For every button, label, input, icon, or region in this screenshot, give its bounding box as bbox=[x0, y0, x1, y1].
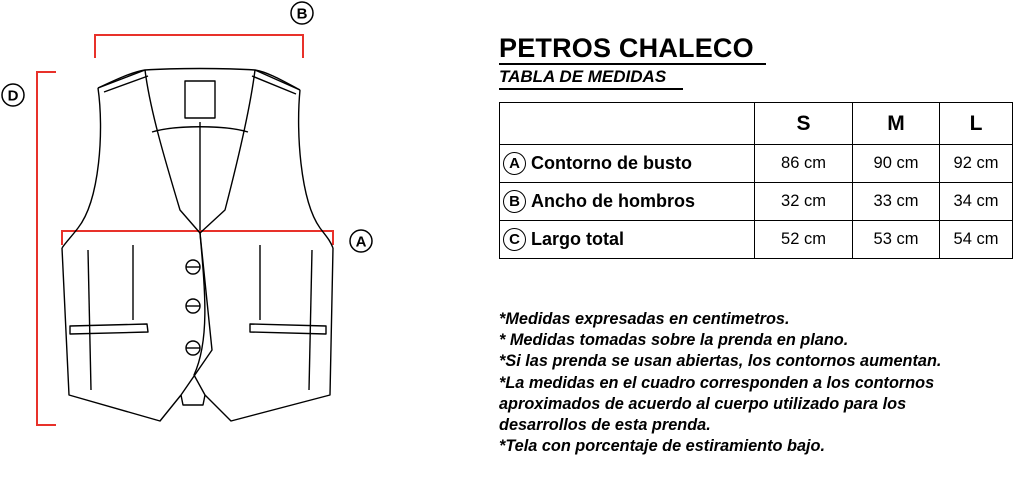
marker-circle: B bbox=[503, 190, 526, 213]
marker-a-label: A bbox=[355, 233, 367, 251]
header-empty bbox=[500, 103, 755, 145]
note-line: desarrollos de esta prenda. bbox=[499, 416, 711, 435]
cell-m: 53 cm bbox=[853, 221, 940, 259]
cell-l: 54 cm bbox=[940, 221, 1013, 259]
marker-circle: C bbox=[503, 228, 526, 251]
button-3 bbox=[186, 341, 200, 355]
row-label bbox=[500, 221, 755, 259]
cell-s: 32 cm bbox=[755, 183, 853, 221]
table-row bbox=[500, 221, 1013, 259]
table-row bbox=[500, 145, 1013, 183]
page-subtitle: TABLA DE MEDIDAS bbox=[499, 67, 667, 86]
vest-outline bbox=[62, 69, 333, 422]
vest-buttons bbox=[186, 260, 200, 355]
row-label bbox=[500, 183, 755, 221]
row-label-text: Ancho de hombros bbox=[531, 191, 696, 211]
measure-line-a bbox=[62, 231, 333, 245]
page-title: PETROS CHALECO bbox=[499, 33, 754, 63]
row-label bbox=[500, 145, 755, 183]
cell-m: 90 cm bbox=[853, 145, 940, 183]
cell-m: 33 cm bbox=[853, 183, 940, 221]
marker-b-label: B bbox=[296, 5, 308, 23]
vest-diagram bbox=[0, 0, 480, 480]
note-line: *La medidas en el cuadro corresponden a los contornos bbox=[499, 373, 935, 392]
note-line: *Tela con porcentaje de estiramiento bajo. bbox=[499, 437, 826, 456]
table-row bbox=[500, 183, 1013, 221]
measure-line-d bbox=[37, 72, 56, 425]
header-size-s: S bbox=[755, 103, 853, 145]
marker-a bbox=[350, 230, 372, 252]
title-underline bbox=[499, 63, 766, 65]
row-label-text: Contorno de busto bbox=[531, 153, 692, 173]
marker-d bbox=[2, 84, 24, 106]
size-table bbox=[499, 102, 1013, 259]
marker-circle: A bbox=[503, 152, 526, 175]
header-size-m: M bbox=[853, 103, 940, 145]
note-line: *Medidas expresadas en centimetros. bbox=[499, 310, 790, 328]
cell-l: 34 cm bbox=[940, 183, 1013, 221]
subtitle-underline bbox=[499, 88, 683, 90]
measure-line-b bbox=[95, 35, 303, 58]
cell-s: 52 cm bbox=[755, 221, 853, 259]
notes-list bbox=[499, 309, 1009, 457]
cell-l: 92 cm bbox=[940, 145, 1013, 183]
note-line: aproximados de acuerdo al cuerpo utilizado para los bbox=[499, 394, 907, 413]
cell-s: 86 cm bbox=[755, 145, 853, 183]
note-line: * Medidas tomadas sobre la prenda en plano. bbox=[499, 331, 849, 350]
marker-b bbox=[291, 2, 313, 24]
table-header-row bbox=[500, 103, 1013, 145]
note-line: *Si las prenda se usan abiertas, los contornos aumentan. bbox=[499, 352, 942, 371]
row-label-text: Largo total bbox=[531, 229, 624, 249]
header-size-l: L bbox=[940, 103, 1013, 145]
button-2 bbox=[186, 299, 200, 313]
button-1 bbox=[186, 260, 200, 274]
marker-d-label: D bbox=[7, 87, 19, 105]
